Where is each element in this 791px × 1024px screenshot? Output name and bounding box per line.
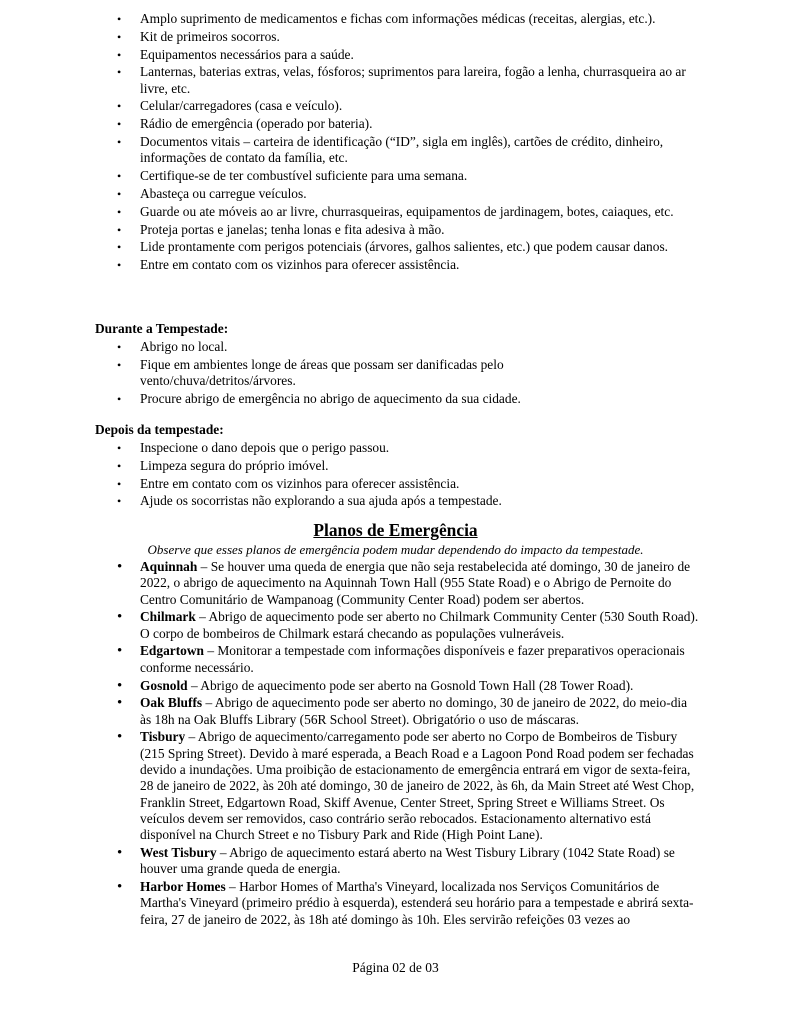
list-item: • Celular/carregadores (casa e veículo). <box>117 98 343 114</box>
list-item: • Edgartown – Monitorar a tempestade com informações disponíveis e fazer preparativos operacionais conforme necessário. <box>117 643 685 675</box>
bullet-icon: • <box>117 441 122 455</box>
town-name: Aquinnah <box>140 559 198 574</box>
list-item: • Kit de primeiros socorros. <box>117 28 280 44</box>
page-number: Página 02 de 03 <box>352 960 439 975</box>
list-item: • Limpeza segura do próprio imóvel. <box>117 457 329 473</box>
list-item: • Abasteça ou carregue veículos. <box>117 185 307 201</box>
bullet-icon: • <box>117 494 122 509</box>
town-name: Gosnold <box>140 677 188 693</box>
bullet-icon: • <box>117 240 122 255</box>
bullet-icon: • <box>117 117 122 132</box>
bullet-icon: • <box>117 559 123 575</box>
list-item: • Documentos vitais – carteira de identificação (“ID”, sigla em inglês), cartões de crédito, dinheiro, informações de contato da família, etc. <box>117 134 664 166</box>
emergency-plans-list <box>117 559 700 930</box>
emergency-plans-note: Observe que esses planos de emergência podem mudar dependendo do impacto da tempestade. <box>147 542 644 557</box>
list-item: • Harbor Homes – Harbor Homes of Martha's Vineyard, localizada nos Serviços Comunitários de Martha's Vineyard (primeiro prédio à esquerda), estenderá seu horário para a tempestade e abrirá sexta-feira, 27 de janeiro de 2022, às 18h até domingo às 10h. Eles servirão refeições 03 vezes ao <box>117 879 694 927</box>
bullet-icon: • <box>117 258 122 273</box>
bullet-icon: • <box>117 476 122 491</box>
list-item: • Inspecione o dano depois que o perigo passou. <box>117 440 390 455</box>
town-name: Chilmark <box>140 609 196 625</box>
bullet-icon: • <box>117 222 122 237</box>
town-name: Tisbury <box>140 729 186 745</box>
bullet-icon: • <box>117 609 123 626</box>
after-storm-list <box>117 440 700 511</box>
town-name: Harbor Homes <box>140 879 226 895</box>
list-item: • Oak Bluffs – Abrigo de aquecimento pode ser aberto no domingo, 30 de janeiro de 2022, do meio-dia às 18h na Oak Bluffs Library (56R School Street). Obrigatório o uso de máscaras. <box>117 695 688 727</box>
list-item: • Entre em contato com os vizinhos para oferecer assistência. <box>117 475 460 491</box>
bullet-icon: • <box>117 99 122 114</box>
list-item: • Gosnold – Abrigo de aquecimento pode ser aberto na Gosnold Town Hall (28 Tower Road). <box>117 677 634 694</box>
bullet-icon: • <box>117 845 123 862</box>
after-storm-heading: Depois da tempestade: <box>95 422 224 437</box>
bullet-icon: • <box>117 47 122 62</box>
list-item: • Abrigo no local. <box>117 339 228 354</box>
bullet-icon: • <box>117 879 123 896</box>
list-item: • West Tisbury – Abrigo de aquecimento estará aberto na West Tisbury Library (1042 State Road) se houver uma grande queda de energia. <box>117 845 675 877</box>
list-item: • Guarde ou ate móveis ao ar livre, churrasqueiras, equipamentos de jardinagem, botes, caiaques, etc. <box>117 203 674 219</box>
list-item: • Fique em ambientes longe de áreas que possam ser danificadas pelo vento/chuva/detritos/árvores. <box>117 356 504 389</box>
bullet-icon: • <box>117 204 122 219</box>
list-item: • Amplo suprimento de medicamentos e fichas com informações médicas (receitas, alergias, etc.). <box>117 11 656 26</box>
list-item: • Proteja portas e janelas; tenha lonas e fita adesiva à mão. <box>117 221 445 237</box>
list-item: • Lide prontamente com perigos potenciais (árvores, galhos salientes, etc.) que podem causar danos. <box>117 239 669 255</box>
during-storm-list <box>117 339 700 409</box>
list-item: • Rádio de emergência (operado por bateria). <box>117 116 373 132</box>
bullet-icon: • <box>117 186 122 201</box>
list-item: • Entre em contato com os vizinhos para oferecer assistência. <box>117 257 460 273</box>
bullet-icon: • <box>117 12 122 26</box>
bullet-icon: • <box>117 695 123 712</box>
list-item: • Chilmark – Abrigo de aquecimento pode ser aberto no Chilmark Community Center (530 South Road). O corpo de bombeiros de Chilmark estará checando as populações vulneráveis. <box>117 609 699 641</box>
preparation-list <box>117 11 700 275</box>
town-name: Edgartown <box>140 643 204 659</box>
town-name: West Tisbury <box>140 845 217 861</box>
bullet-icon: • <box>117 357 122 372</box>
emergency-plans-title: Planos de Emergência <box>313 520 478 540</box>
bullet-icon: • <box>117 391 122 406</box>
bullet-icon: • <box>117 65 122 80</box>
list-item: • Procure abrigo de emergência no abrigo de aquecimento da sua cidade. <box>117 390 521 406</box>
during-storm-heading: Durante a Tempestade: <box>95 321 229 336</box>
town-name: Oak Bluffs <box>140 695 203 711</box>
bullet-icon: • <box>117 29 122 44</box>
bullet-icon: • <box>117 677 123 694</box>
bullet-icon: • <box>117 135 122 150</box>
bullet-icon: • <box>117 169 122 184</box>
bullet-icon: • <box>117 729 123 746</box>
list-item: • Ajude os socorristas não explorando a sua ajuda após a tempestade. <box>117 493 502 509</box>
bullet-icon: • <box>117 458 122 473</box>
bullet-icon: • <box>117 643 123 660</box>
list-item: • Aquinnah – Se houver uma queda de energia que não seja restabelecida até domingo, 30 de janeiro de 2022, o abrigo de aquecimento na Aquinnah Town Hall (955 State Road) e o Abrigo de Pernoite do Centro Comunitário de Wampanoag (Community Center Road) podem ser abertos. <box>117 559 691 607</box>
list-item: • Certifique-se de ter combustível suficiente para uma semana. <box>117 168 468 184</box>
bullet-icon: • <box>117 340 122 354</box>
list-item: • Tisbury – Abrigo de aquecimento/carregamento pode ser aberto no Corpo de Bombeiros de Tisbury (215 Spring Street). Devido à maré esperada, a Beach Road e a Lagoon Pond Road podem ser fechadas devido a inundações. Uma proibição de estacionamento de emergência entrará em vigor de sexta-feira, 28 de janeiro de 2022, às 20h até domingo, 30 de janeiro de 2022, às 6h, da Main Street até West Chop, Franklin Street, Edgartown Road, Skiff Avenue, Center Street, Spring Street e Williams Street. Os veículos devem ser removidos, caso contrário serão rebocados. Estacionamento alternativo está disponível na Church Street e no Tisbury Park and Ride (High Point Lane). <box>117 729 695 843</box>
list-item: • Equipamentos necessários para a saúde. <box>117 46 354 62</box>
list-item: • Lanternas, baterias extras, velas, fósforos; suprimentos para lareira, fogão a lenha, churrasqueira ao ar livre, etc. <box>117 64 686 96</box>
